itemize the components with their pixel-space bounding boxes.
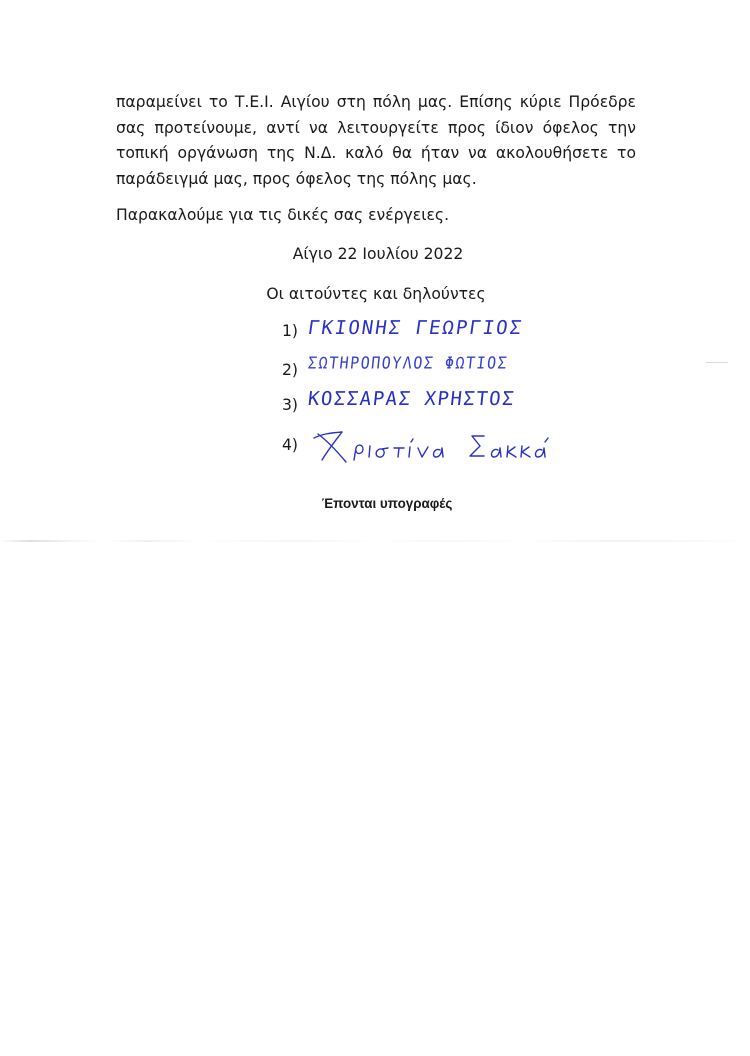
signatories-heading: Οι αιτούντες και δηλούντες <box>266 285 486 303</box>
scan-artifact <box>706 362 728 363</box>
handwritten-signatory-name: ΣΩΤΗΡΟΠΟΥΛΟΣ ΦΩΤΙΟΣ <box>306 353 510 373</box>
letter-body-paragraph: παραμείνει το Τ.Ε.Ι. Αιγίου στη πόλη μας. Επίσης κύριε Πρόεδρε σας προτείνουμε, αντί να λειτουργείτε προς ίδιον όφελος την τοπική οργάνωση της Ν.Δ. καλό θα ήταν να ακολουθήσετε το παράδειγμά μας, προς όφελος της πόλης μας. <box>116 93 636 188</box>
handwritten-signature <box>312 430 552 464</box>
scan-artifact-line <box>0 540 750 542</box>
letter-closing: Παρακαλούμε για τις δικές σας ενέργειες. <box>116 206 450 224</box>
signatory-number: 4) <box>282 436 299 454</box>
signatory-number: 1) <box>282 322 299 340</box>
signatures-follow-note: Έπονται υπογραφές <box>321 496 453 511</box>
signatory-number: 2) <box>282 361 299 379</box>
signatory-number: 3) <box>282 396 299 414</box>
place-date-line: Αίγιο 22 Ιουλίου 2022 <box>292 245 464 263</box>
handwritten-signatory-name: ΓΚΙΟΝΗΣ ΓΕΩΡΓΙΟΣ <box>306 317 525 339</box>
handwritten-signatory-name: ΚΟΣΣΑΡΑΣ ΧΡΗΣΤΟΣ <box>306 388 517 410</box>
